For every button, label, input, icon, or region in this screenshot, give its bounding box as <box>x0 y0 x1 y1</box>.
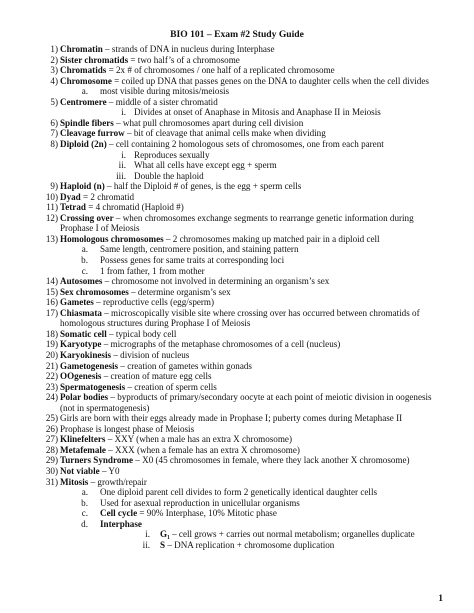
item-number: 18) <box>45 328 58 339</box>
term: Cleavage furrow <box>60 128 125 139</box>
definition: – reproductive cells (egg/sperm) <box>93 297 215 308</box>
item-number: 19) <box>45 339 58 350</box>
term: Centromere <box>60 96 107 107</box>
item-number: 24) <box>45 392 58 403</box>
definition: – chromosome not involved in determining an organism’s sex <box>102 276 330 287</box>
item-text <box>60 118 303 128</box>
item-number: 13) <box>45 233 58 244</box>
item-text <box>100 86 229 96</box>
term: Karyokinesis <box>60 349 112 360</box>
sub-item-label: a. <box>81 86 88 97</box>
sub-item-label: d. <box>81 518 88 529</box>
item-text <box>60 44 275 54</box>
term: Gametogenesis <box>60 360 119 371</box>
term: Cell cycle <box>100 508 138 519</box>
item-number: 3) <box>50 65 58 76</box>
term: Somatic cell <box>60 328 107 339</box>
item-text <box>60 308 420 318</box>
item-number: 4) <box>50 75 58 86</box>
item-number: 21) <box>45 360 58 371</box>
definition: = 90% Interphase, 10% Mitotic phase <box>137 508 277 519</box>
item-text <box>100 519 142 529</box>
term: Crossing over <box>60 212 114 223</box>
sub-item-label: b. <box>81 255 88 265</box>
item-number: 30) <box>45 466 58 476</box>
definition: – byproducts of primary/secondary oocyte at each point of meiotic division in oogenesis <box>108 392 432 403</box>
sub-item-label: a. <box>81 244 88 255</box>
definition: Divides at onset of Anaphase in Mitosis and Anaphase II in Meiosis <box>134 107 381 118</box>
item-number: 11) <box>46 202 58 213</box>
term: OOgenesis <box>60 371 102 382</box>
term: Chromosome <box>60 75 112 86</box>
item-text <box>60 361 252 371</box>
item-text <box>160 540 334 550</box>
definition: Double the haploid <box>134 170 204 181</box>
item-text <box>60 213 414 223</box>
item-text <box>60 445 300 455</box>
sub-item-label: iii. <box>116 170 126 181</box>
item-number: 23) <box>45 381 58 392</box>
item-number: 16) <box>45 297 58 308</box>
definition: – typical body cell <box>106 328 177 339</box>
term: Homologous chromosomes <box>60 233 164 244</box>
definition: Prophase I of Meiosis <box>60 223 140 234</box>
definition: – what pull chromosomes apart during cell division <box>113 117 304 128</box>
item-text <box>60 139 384 149</box>
term: Haploid (n) <box>60 181 105 192</box>
item-text <box>100 498 300 508</box>
item-text <box>60 382 217 392</box>
definition: – strands of DNA in nucleus during Interphase <box>102 44 275 54</box>
item-text <box>60 128 326 138</box>
item-number: 1) <box>50 44 58 54</box>
term: Mitosis <box>60 476 89 487</box>
item-text <box>60 434 292 444</box>
item-number: 22) <box>45 371 58 382</box>
item-text <box>134 150 210 160</box>
sub-item-label: c. <box>81 265 88 276</box>
item-number: 7) <box>50 128 58 139</box>
sub-item-label: i. <box>121 107 126 118</box>
term: Sex chromosomes <box>60 286 129 297</box>
item-text <box>160 529 415 539</box>
item-text <box>134 171 204 181</box>
definition: One diploid parent cell divides to form 2 genetically identical daughter cells <box>100 487 378 498</box>
definition: – when chromosomes exchange segments to rearrange genetic information during <box>113 212 414 223</box>
item-text <box>60 297 214 307</box>
term: Spermatogenesis <box>60 381 126 392</box>
sub-item-label: ii. <box>142 539 150 550</box>
definition: = coiled up DNA that passes genes on the DNA to daughter cells when the cell divides <box>111 75 429 86</box>
item-text <box>60 371 212 381</box>
item-number: 6) <box>50 117 58 128</box>
term: Not viable <box>60 466 100 476</box>
definition: – DNA replication + chromosome duplication <box>165 539 335 550</box>
item-text <box>134 107 381 117</box>
item-text <box>60 477 147 487</box>
term: Autosomes <box>60 276 103 287</box>
item-number: 9) <box>50 181 58 192</box>
definition: What all cells have except egg + sperm <box>134 160 277 171</box>
definition: = 4 chromatid (Haploid #) <box>85 202 184 213</box>
term: Chiasmata <box>60 307 102 318</box>
term: Klinefelters <box>60 434 106 445</box>
term: S <box>160 539 166 550</box>
item-text <box>60 276 329 286</box>
term: Dyad <box>60 191 81 202</box>
definition: – bit of cleavage that animal cells make when dividing <box>124 128 326 139</box>
definition: – division of nucleus <box>111 349 190 360</box>
item-text <box>60 424 194 434</box>
definition: = 2x # of chromosomes / one half of a replicated chromosome <box>106 65 335 76</box>
term: Chromatin <box>60 44 103 54</box>
definition: = two half’s of a chromosome <box>128 54 240 65</box>
term: Karyotype <box>60 339 102 350</box>
item-number: 2) <box>50 54 58 65</box>
definition: – cell grows + carries out normal metabolism; organelles duplicate <box>169 529 415 540</box>
term: Sister chromatids <box>60 54 129 65</box>
definition: – creation of gametes within gonads <box>118 360 252 371</box>
sub-item-label: ii. <box>118 160 126 171</box>
definition: – growth/repair <box>88 476 147 487</box>
item-text <box>100 244 299 254</box>
item-number: 26) <box>45 423 58 434</box>
definition: (not in spermatogenesis) <box>60 402 150 413</box>
sub-item-label: i. <box>121 149 126 160</box>
term: Tetrad <box>60 202 86 213</box>
definition: 1 from father, 1 from mother <box>100 265 205 276</box>
item-text <box>134 160 277 170</box>
definition: – XXX (when a female has an extra X chromosome) <box>105 444 300 455</box>
item-number: 10) <box>45 191 58 202</box>
item-text <box>60 455 410 465</box>
item-text <box>60 350 189 360</box>
definition: Possess genes for same traits at corresponding loci <box>100 255 285 265</box>
definition: most visible during mitosis/meiosis <box>100 86 230 97</box>
item-number: 14) <box>45 276 58 287</box>
definition: Same length, centromere position, and staining pattern <box>100 244 299 255</box>
definition: – half the Diploid # of genes, is the egg + sperm cells <box>104 181 302 192</box>
item-text <box>60 339 340 349</box>
item-text <box>60 287 231 297</box>
item-text <box>60 181 301 191</box>
item-text <box>60 192 134 202</box>
term: Metafemale <box>60 444 106 455</box>
definition: – microscopically visible site where crossing over has occurred between chromatids of <box>101 307 420 318</box>
item-text <box>100 508 277 518</box>
item-text <box>100 266 205 276</box>
item-number: 20) <box>45 349 58 360</box>
item-number: 28) <box>45 444 58 455</box>
term: Diploid (2n) <box>60 138 107 149</box>
term: G₁ <box>160 529 170 540</box>
definition: Reproduces sexually <box>134 149 210 160</box>
item-text <box>100 255 284 265</box>
term: Gametes <box>60 297 94 308</box>
item-number: 12) <box>45 212 58 223</box>
item-text <box>60 202 184 212</box>
item-text <box>60 318 250 328</box>
sub-item-label: a. <box>81 487 88 498</box>
item-text <box>60 329 176 339</box>
item-text <box>60 234 380 244</box>
definition: = 2 chromatid <box>80 191 135 202</box>
definition: – XXY (when a male has an extra X chromosome) <box>105 434 292 445</box>
item-text <box>60 55 240 65</box>
definition: – 2 chromosomes making up matched pair in a diploid cell <box>163 233 380 244</box>
item-text <box>60 223 140 233</box>
sub-item-label: c. <box>81 508 88 519</box>
sub-item-label: b. <box>81 497 88 508</box>
item-text <box>60 97 218 107</box>
item-text <box>60 76 429 86</box>
term: Turners Syndrome <box>60 455 134 466</box>
item-number: 27) <box>45 434 58 445</box>
item-number: 29) <box>45 455 58 466</box>
page-number: 1 <box>438 593 443 604</box>
definition: Prophase is longest phase of Meiosis <box>60 423 195 434</box>
definition: Used for asexual reproduction in unicellular organisms <box>100 497 300 508</box>
definition: – creation of sperm cells <box>125 381 217 392</box>
item-number: 25) <box>45 413 58 424</box>
definition: homologous structures during Prophase I of Meiosis <box>60 318 251 329</box>
item-text <box>60 403 149 413</box>
definition: – Y0 <box>99 466 120 476</box>
definition: – middle of a sister chromatid <box>106 96 218 107</box>
item-number: 5) <box>50 96 58 107</box>
term: Chromatids <box>60 65 107 76</box>
sub-item-label: i. <box>145 529 150 540</box>
definition: – X0 (45 chromosomes in female, where they lack another X chromosome) <box>133 455 410 466</box>
item-text <box>60 392 432 402</box>
item-number: 15) <box>45 286 58 297</box>
item-text <box>60 65 335 75</box>
definition: – cell containing 2 homologous sets of chromosomes, one from each parent <box>106 138 384 149</box>
item-number: 31) <box>45 476 58 487</box>
definition: – determine organism’s sex <box>128 286 231 297</box>
definition: Girls are born with their eggs already made in Prophase I; puberty comes during Metaphase II <box>60 413 403 424</box>
item-number: 17) <box>45 307 58 318</box>
definition: – creation of mature egg cells <box>101 371 212 382</box>
item-number: 8) <box>50 138 58 149</box>
term: Spindle fibers <box>60 117 114 128</box>
term: Polar bodies <box>60 392 109 403</box>
definition: – micrographs of the metaphase chromosomes of a cell (nucleus) <box>101 339 341 350</box>
item-text <box>60 413 402 423</box>
item-text <box>100 487 377 497</box>
term: Interphase <box>100 518 142 529</box>
item-text <box>60 466 120 476</box>
document-title: BIO 101 – Exam #2 Study Guide <box>170 29 304 40</box>
